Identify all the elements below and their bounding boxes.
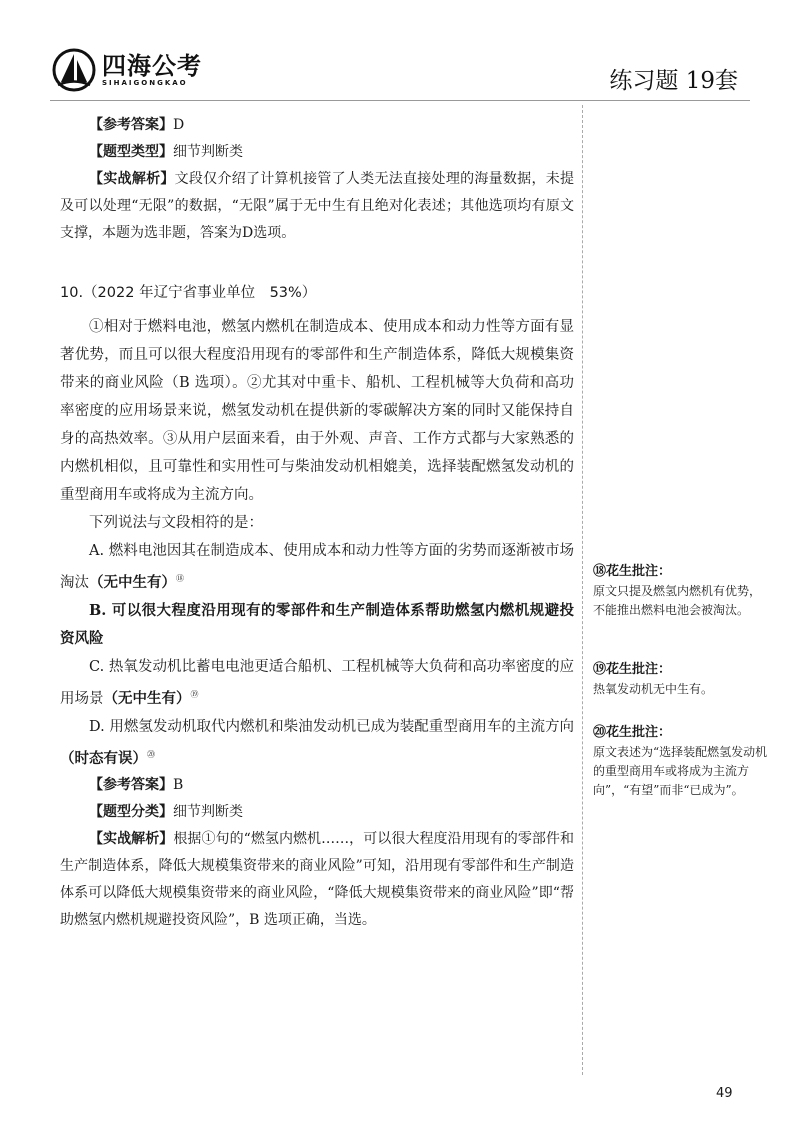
page-number: 49: [716, 1086, 733, 1101]
logo-english-text: SIHAIGONGKAO: [102, 79, 188, 87]
prev-analysis: 【实战解析】文段仅介绍了计算机接管了人类无法直接处理的海量数据，未提及可以处理“无限”的数据，“无限”属于无中生有且绝对化表述；其他选项均有原文支撑，本题为选非题，答案为D选项。: [60, 171, 575, 241]
side-note-19: ⑲花生批注： 热氧发动机无中生有。: [593, 662, 714, 696]
answer-line: 【参考答案】B: [89, 777, 184, 794]
main-content: [60, 112, 574, 934]
option-c: C. 热氧发动机比蓄电电池更适合船机、工程机械等大负荷和高功率密度的应用场景（无中生有）⑲: [60, 658, 574, 707]
option-b: B. 可以很大程度沿用现有的零部件和生产制造体系帮助燃氢内燃机规避投资风险: [60, 601, 574, 647]
question-title: 10.（2022 年辽宁省事业单位 53%）: [60, 285, 317, 301]
brand-logo: [52, 48, 202, 92]
header-divider: [50, 100, 750, 101]
type-line: 【题型分类】细节判断类: [89, 804, 243, 821]
sailboat-logo-icon: [52, 48, 96, 92]
side-note-18: ⑱花生批注： 原文只提及燃氢内燃机有优势，不能推出燃料电池会被淘汰。: [593, 564, 762, 617]
analysis: 【实战解析】根据①句的“燃氢内燃机……，可以很大程度沿用现有的零部件和生产制造体系，降低大规模集资带来的商业风险”可知，沿用现有零部件和生产制造体系可以降低大规模集资带来的商业风险，“降低大规模集资带来的商业风险”即“帮助燃氢内燃机规避投资风险”，B 选项正确，当选。: [60, 831, 575, 929]
question-prompt: 下列说法与文段相符的是：: [89, 515, 263, 531]
margin-divider: [582, 105, 583, 1075]
question-passage: ①相对于燃料电池，燃氢内燃机在制造成本、使用成本和动力性等方面有显著优势，而且可以很大程度沿用现有的零部件和生产制造体系，降低大规模集资带来的商业风险（B 选项）。②尤其对中重卡、船机、工程机械等大负荷和高功率密度的应用场景来说，燃氢发动机在提供新的零碳解决方案的同时又能保持自身的高热效率。③从用户层面来看，由于外观、声音、工作方式都与大家熟悉的内燃机相似，且可靠性和实用性可与柴油发动机相媲美，选择装配燃氢发动机的重型商用车或将成为主流方向。: [60, 319, 574, 503]
page-title: 练习题 19套: [609, 68, 738, 94]
side-note-20: ⑳花生批注： 原文表述为“选择装配燃氢发动机的重型商用车或将成为主流方向”，“有望”而非“已成为”。: [593, 725, 768, 797]
logo-chinese-text: 四海公考: [102, 52, 202, 80]
prev-answer-line: 【参考答案】D: [89, 117, 185, 133]
page-header: [0, 0, 800, 100]
prev-type-line: 【题型类型】细节判断类: [89, 144, 243, 160]
option-a: A. 燃料电池因其在制造成本、使用成本和动力性等方面的劣势而逐渐被市场淘汰（无中生有）⑱: [60, 543, 574, 591]
option-d: D. 用燃氢发动机取代内燃机和柴油发动机已成为装配重型商用车的主流方向（时态有误）⑳: [60, 718, 574, 767]
